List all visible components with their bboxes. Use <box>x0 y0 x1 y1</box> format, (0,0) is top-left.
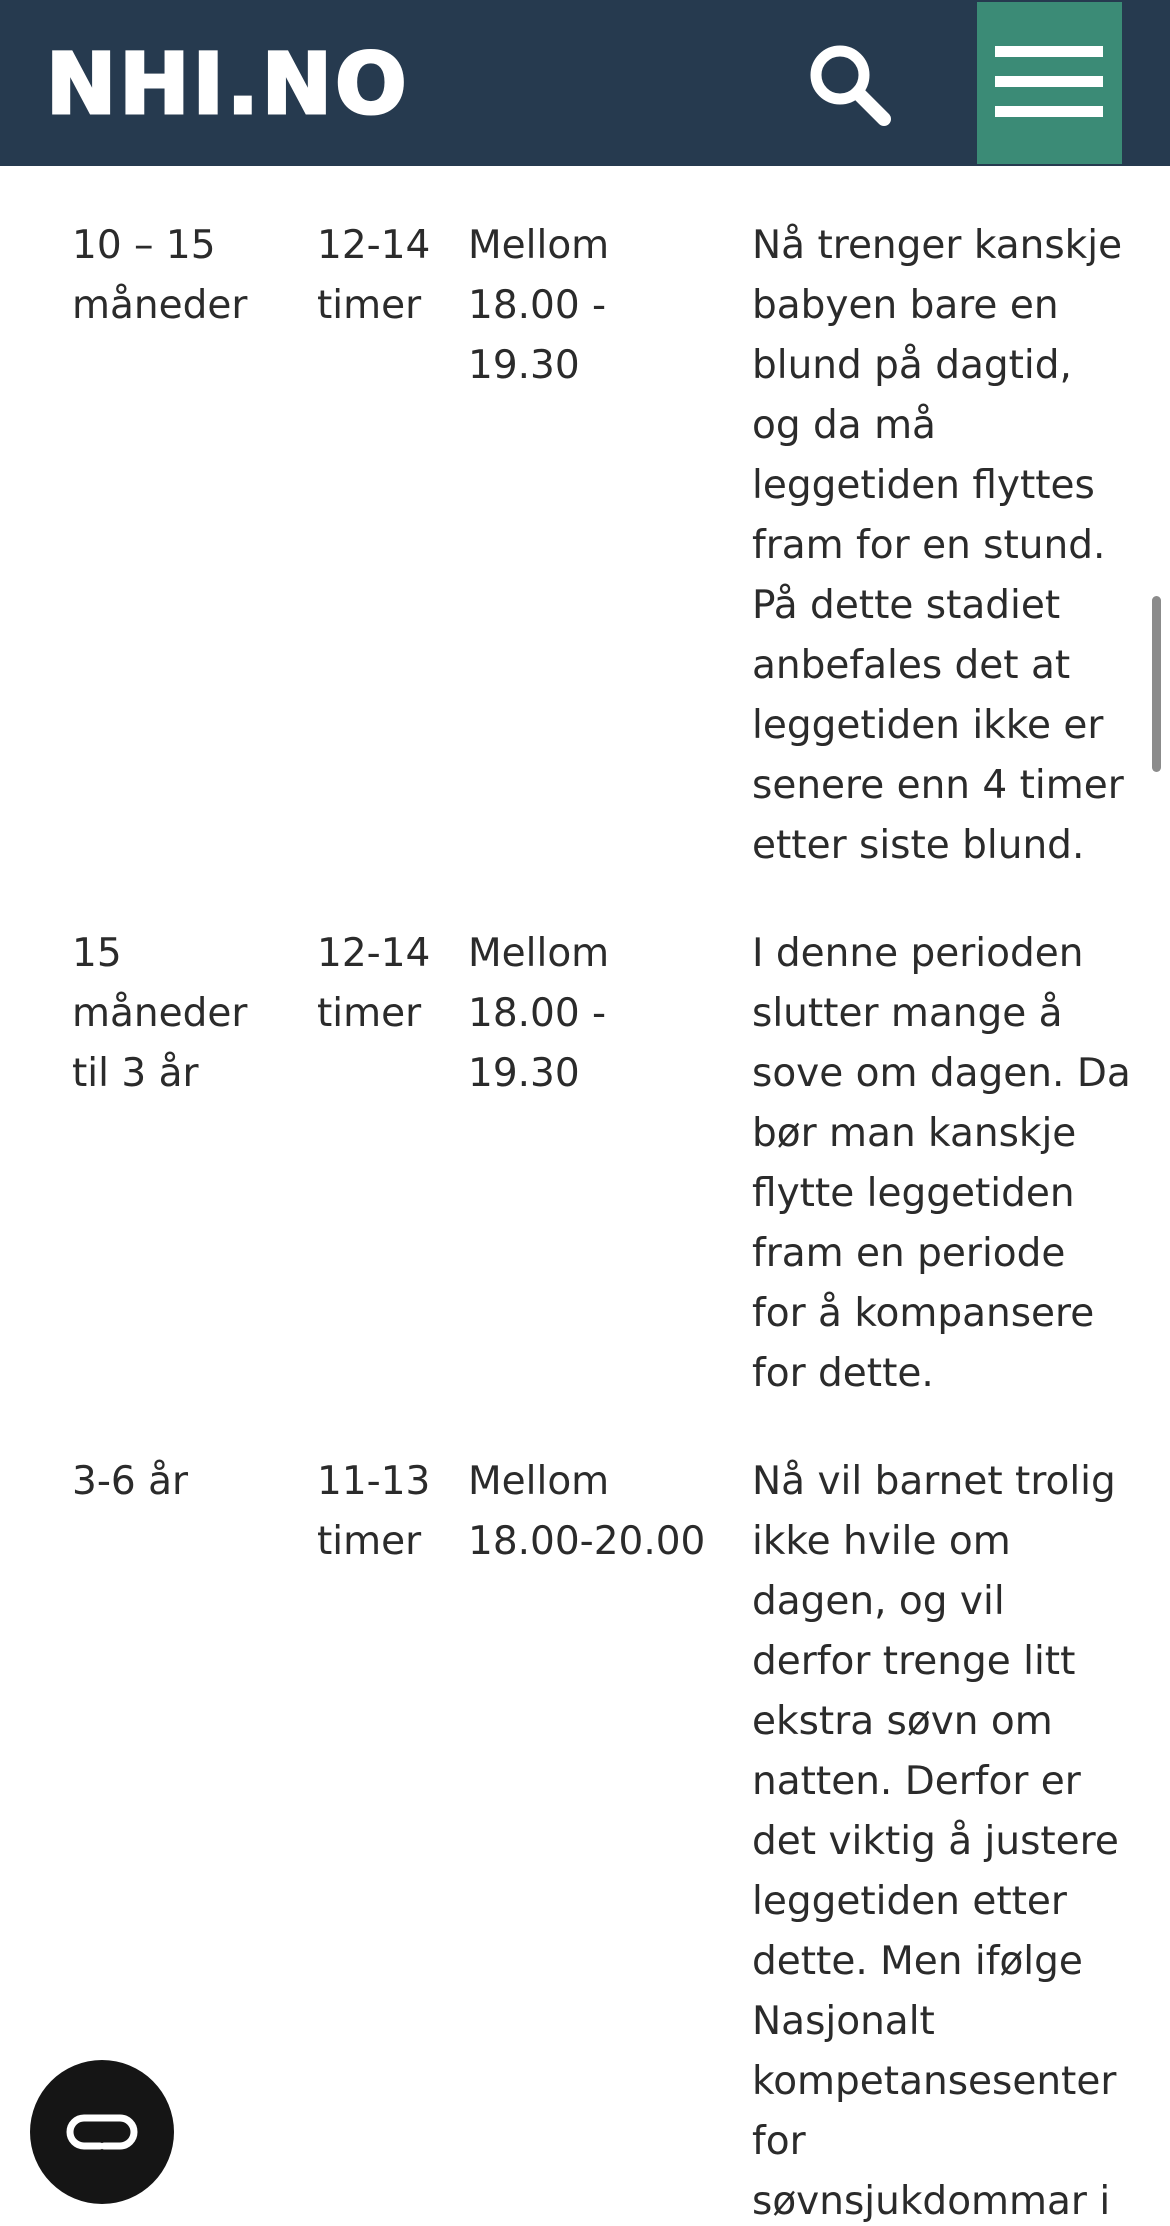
note-cell: Nå vil barnet trolig ikke hvile om dagen, og vil derfor trenge litt ekstra søvn om natten. Derfor er det viktig å justere leggetiden etter dette. Men ifølge Nasjonalt kompetansesenter for søvnsjukdommar i <box>752 1459 1119 2224</box>
age-cell: 3-6 år <box>72 1459 189 1504</box>
search-button[interactable] <box>800 35 900 135</box>
age-cell: 15 måneder til 3 år <box>72 931 248 1096</box>
menu-bar-bottom <box>995 106 1103 117</box>
sleep-hours-cell: 11-13 timer <box>317 1459 431 1564</box>
reader-glasses-icon <box>66 2104 138 2160</box>
menu-button[interactable] <box>977 2 1122 164</box>
search-icon <box>800 35 900 135</box>
bedtime-cell: Mellom 18.00 - 19.30 <box>468 223 610 388</box>
scrollbar[interactable] <box>1152 596 1161 772</box>
reader-button[interactable] <box>30 2060 174 2204</box>
bedtime-cell: Mellom 18.00-20.00 <box>468 1459 706 1564</box>
note-cell: Nå trenger kanskje babyen bare en blund på dagtid, og da må leggetiden flyttes fram for en stund. På dette stadiet anbefales det at leggetiden ikke er senere enn 4 timer etter siste blund. <box>752 223 1124 868</box>
sleep-hours-cell: 12-14 timer <box>317 931 431 1036</box>
note-cell: I denne perioden slutter mange å sove om dagen. Da bør man kanskje flytte leggetiden fram en periode for å kompansere for dette. <box>752 931 1131 1396</box>
menu-bar-middle <box>995 76 1103 87</box>
menu-bar-top <box>995 46 1103 57</box>
age-cell: 10 – 15 måneder <box>72 223 248 328</box>
site-logo[interactable]: NHI.NO <box>46 35 410 133</box>
site-header <box>0 0 1170 166</box>
bedtime-cell: Mellom 18.00 - 19.30 <box>468 931 610 1096</box>
sleep-hours-cell: 12-14 timer <box>317 223 431 328</box>
